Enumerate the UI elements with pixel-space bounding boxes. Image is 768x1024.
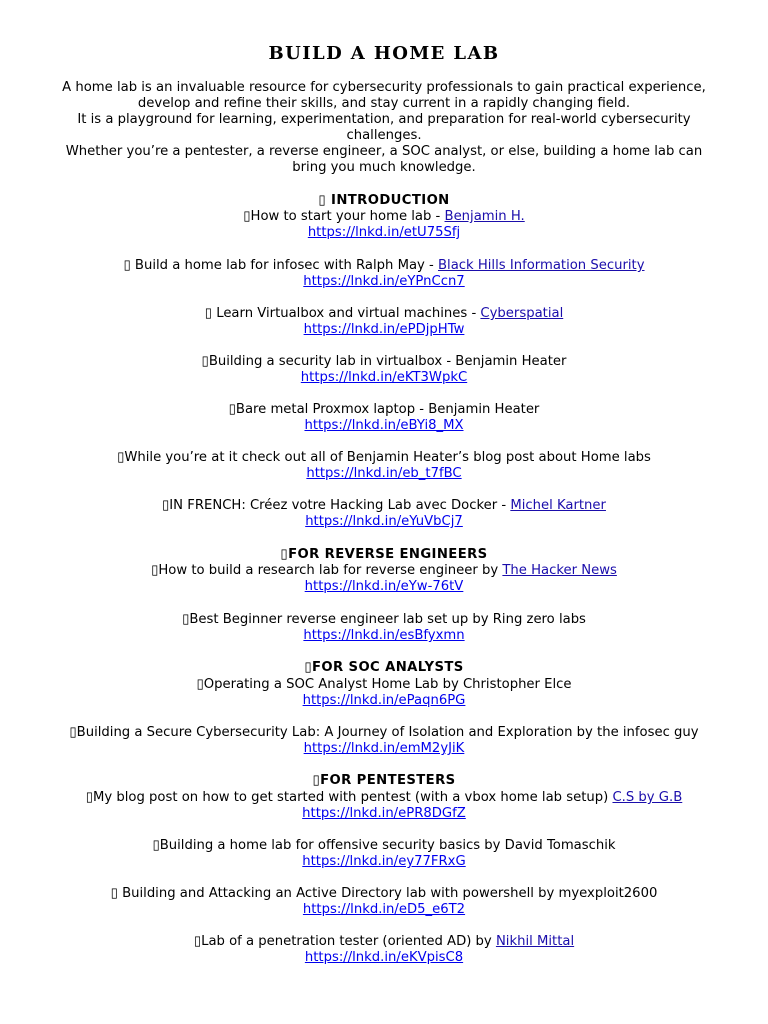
- resource-link[interactable]: https://lnkd.in/ePDjpHTw: [303, 322, 465, 337]
- author-link[interactable]: C.S by G.B: [612, 790, 683, 805]
- bullet-icon: ▯: [69, 725, 77, 740]
- intro-line: Whether you’re a pentester, a reverse engineer, a SOC analyst, or else, building a home lab can: [65, 144, 703, 160]
- bullet-icon: ▯: [228, 402, 236, 417]
- resource-link[interactable]: https://lnkd.in/eKT3WpkC: [300, 370, 468, 385]
- resource-link[interactable]: https://lnkd.in/eBYi8_MX: [304, 418, 464, 433]
- author-link[interactable]: The Hacker News: [502, 563, 617, 578]
- resource-link[interactable]: https://lnkd.in/ey77FRxG: [302, 854, 466, 869]
- bullet-icon: ▯: [110, 886, 118, 901]
- page-title: BUILD A HOME LAB: [268, 43, 500, 64]
- section-heading-soc-analysts: ▯FOR SOC ANALYSTS: [304, 660, 464, 675]
- list-item: ▯While you’re at it check out all of Benjamin Heater’s blog post about Home labs: [117, 450, 651, 465]
- section-heading-introduction: ▯ INTRODUCTION: [318, 193, 450, 208]
- section-heading-pentesters: ▯FOR PENTESTERS: [312, 773, 456, 788]
- list-item: ▯How to start your home lab - Benjamin H.: [243, 209, 525, 224]
- bullet-icon: ▯: [204, 306, 213, 321]
- list-item: ▯Bare metal Proxmox laptop - Benjamin Heater: [228, 402, 540, 417]
- section-icon: ▯: [318, 193, 327, 208]
- author-link[interactable]: Michel Kartner: [510, 498, 606, 513]
- bullet-icon: ▯: [152, 838, 160, 853]
- intro-line: A home lab is an invaluable resource for cybersecurity professionals to gain practical experience,: [62, 80, 706, 95]
- bullet-icon: ▯: [85, 790, 93, 805]
- resource-link[interactable]: https://lnkd.in/eD5_e6T2: [302, 902, 466, 917]
- author-link[interactable]: Nikhil Mittal: [495, 934, 575, 949]
- intro-paragraph: [44, 80, 724, 177]
- resource-link[interactable]: https://lnkd.in/eKVpisC8: [304, 950, 464, 965]
- bullet-icon: ▯: [117, 450, 125, 465]
- bullet-icon: ▯: [193, 934, 202, 949]
- section-heading-reverse-engineers: ▯FOR REVERSE ENGINEERS: [280, 547, 488, 562]
- list-item: ▯Building a security lab in virtualbox - Benjamin Heater: [201, 354, 567, 369]
- section-icon: ▯: [280, 547, 289, 562]
- bullet-icon: ▯: [123, 258, 131, 273]
- bullet-icon: ▯: [201, 354, 209, 369]
- intro-line: challenges.: [346, 128, 422, 144]
- bullet-icon: ▯: [162, 498, 170, 513]
- section-icon: ▯: [304, 660, 312, 675]
- list-item: ▯ Building and Attacking an Active Directory lab with powershell by myexploit2600: [110, 886, 658, 901]
- list-item: ▯Building a Secure Cybersecurity Lab: A Journey of Isolation and Exploration by the infosec guy: [69, 725, 699, 740]
- resource-link[interactable]: https://lnkd.in/eYPnCcn7: [303, 274, 465, 289]
- resource-link[interactable]: https://lnkd.in/ePR8DGfZ: [302, 806, 466, 821]
- resource-link[interactable]: https://lnkd.in/esBfyxmn: [303, 628, 465, 643]
- author-link[interactable]: Benjamin H.: [444, 209, 525, 224]
- list-item: ▯Building a home lab for offensive security basics by David Tomaschik: [152, 838, 616, 853]
- resource-link[interactable]: https://lnkd.in/eYuVbCj7: [305, 514, 463, 529]
- intro-line: develop and refine their skills, and stay current in a rapidly changing field.: [137, 96, 631, 112]
- author-link[interactable]: Cyberspatial: [480, 306, 564, 321]
- list-item: ▯My blog post on how to get started with pentest (with a vbox home lab setup) C.S by G.B: [85, 790, 683, 805]
- intro-line: bring you much knowledge.: [292, 160, 476, 176]
- list-item: ▯ Learn Virtualbox and virtual machines - Cyberspatial: [204, 306, 564, 321]
- list-item: ▯Operating a SOC Analyst Home Lab by Christopher Elce: [196, 677, 572, 692]
- list-item: ▯How to build a research lab for reverse engineer by The Hacker News: [151, 563, 617, 578]
- bullet-icon: ▯: [243, 209, 251, 224]
- bullet-icon: ▯: [182, 612, 190, 627]
- list-item: ▯ Build a home lab for infosec with Ralph May - Black Hills Information Security: [123, 258, 645, 273]
- resource-link[interactable]: https://lnkd.in/emM2yJiK: [303, 741, 465, 756]
- resource-link[interactable]: https://lnkd.in/ePaqn6PG: [302, 693, 466, 708]
- list-item: ▯Best Beginner reverse engineer lab set up by Ring zero labs: [182, 612, 586, 627]
- author-link[interactable]: Black Hills Information Security: [437, 258, 645, 273]
- intro-line: It is a playground for learning, experimentation, and preparation for real-world cybersecurity: [77, 112, 691, 128]
- list-item: ▯IN FRENCH: Créez votre Hacking Lab avec Docker - Michel Kartner: [162, 498, 606, 513]
- bullet-icon: ▯: [151, 563, 159, 578]
- resource-link[interactable]: https://lnkd.in/eb_t7fBC: [306, 466, 462, 481]
- resource-link[interactable]: https://lnkd.in/eYw-76tV: [304, 579, 464, 594]
- list-item: ▯Lab of a penetration tester (oriented AD) by Nikhil Mittal: [193, 934, 575, 949]
- bullet-icon: ▯: [196, 677, 204, 692]
- section-icon: ▯: [312, 773, 321, 788]
- resource-link[interactable]: https://lnkd.in/etU75Sfj: [307, 225, 461, 240]
